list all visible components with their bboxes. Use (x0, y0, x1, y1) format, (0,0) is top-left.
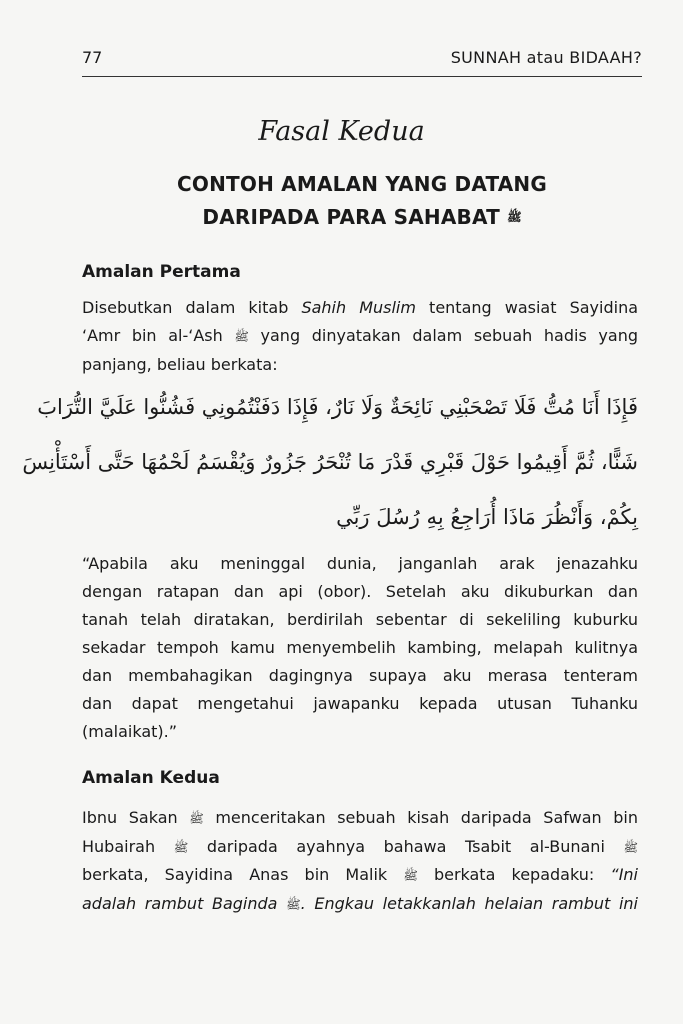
intro-line-1 (82, 294, 638, 322)
heading-amalan-pertama: Amalan Pertama (82, 262, 241, 282)
intro-paragraph (82, 294, 638, 379)
honorific-icon: ﷺ (234, 329, 249, 344)
arabic-hadith (22, 380, 638, 545)
honorific-icon: ﷺ (286, 897, 301, 911)
arabic-line-1: فَإِذَا أَنَا مُتُّ فَلَا تَصْحَبْنِي نَائِحَةٌ وَلَا نَارٌ، فَإِذَا دَفَنْتُمُونِي فَشُنُّوا عَلَيَّ التُّرَابَ (37, 395, 638, 419)
honorific-icon: ﷺ (507, 210, 522, 224)
amalan-kedua-paragraph (82, 804, 638, 918)
text: yang dinyatakan dalam sebuah hadis yang (248, 326, 638, 345)
text: Disebutkan dalam kitab (82, 298, 302, 317)
translation-line: dan membahagikan dagingnya supaya aku merasa tenteram (82, 666, 638, 685)
quote-text: adalah rambut Baginda (82, 893, 287, 913)
honorific-icon: ﷺ (623, 840, 638, 854)
text: daripada ayahnya bahawa Tsabit al-Bunani (188, 836, 624, 856)
page-header (82, 46, 642, 77)
arabic-line-3: بِكُمْ، وَأَنْظُرَ مَاذَا أُرَاجِعُ بِهِ رُسُلَ رَبِّي (336, 505, 638, 529)
arabic-line-2: شَنًّا، ثُمَّ أَقِيمُوا حَوْلَ قَبْرِي قَدْرَ مَا تُنْحَرُ جَزُورٌ وَيُقْسَمُ لَحْمُهَا حَتَّى أَسْتَأْنِسَ (22, 450, 638, 474)
honorific-icon: ﷺ (403, 868, 418, 883)
translation-line: tanah telah diratakan, berdirilah sebentar di sekeliling kuburku (82, 610, 638, 629)
translation-paragraph (82, 550, 638, 746)
paragraph-line-3 (82, 861, 638, 890)
text: berkata kepadaku: (417, 865, 611, 884)
honorific-icon: ﷺ (189, 811, 204, 826)
quote-text: . Engkau letakkanlah helaian rambut ini (300, 893, 638, 913)
paragraph-line-1 (82, 804, 638, 833)
honorific-icon: ﷺ (173, 840, 189, 854)
section-title-text: DARIPADA PARA SAHABAT (202, 205, 500, 229)
intro-line-2 (82, 322, 638, 351)
heading-amalan-kedua: Amalan Kedua (82, 768, 220, 788)
text: berkata, Sayidina Anas bin Malik (82, 865, 404, 884)
section-title-line1: CONTOH AMALAN YANG DATANG (177, 172, 547, 196)
translation-line: “Apabila aku meninggal dunia, janganlah arak jenazahku (82, 554, 638, 573)
text: tentang wasiat Sayidina (415, 298, 639, 317)
translation-line: sekadar tempoh kamu menyembelih kambing, melapah kulitnya (82, 638, 638, 657)
running-title: SUNNAH atau BIDAAH? (450, 48, 642, 67)
book-title: Sahih Muslim (301, 298, 416, 317)
translation-line: (malaikat).” (82, 722, 178, 741)
translation-line: dengan ratapan dan api (obor). Setelah aku dikuburkan dan (82, 582, 638, 601)
text: Hubairah (82, 836, 174, 856)
paragraph-line-4 (82, 890, 638, 919)
text: Ibnu Sakan (82, 808, 190, 827)
text: menceritakan sebuah kisah daripada Safwan bin (203, 808, 638, 827)
intro-line-3: panjang, beliau berkata: (82, 354, 278, 374)
section-title-line2 (82, 205, 642, 229)
translation-line: dan dapat mengetahui jawapanku kepada utusan Tuhanku (82, 694, 638, 713)
quote-text: “Ini (610, 865, 638, 884)
text: ‘Amr bin al-‘Ash (82, 326, 235, 345)
page-number: 77 (82, 48, 103, 67)
chapter-label: Fasal Kedua (258, 116, 425, 147)
paragraph-line-2 (82, 833, 638, 862)
